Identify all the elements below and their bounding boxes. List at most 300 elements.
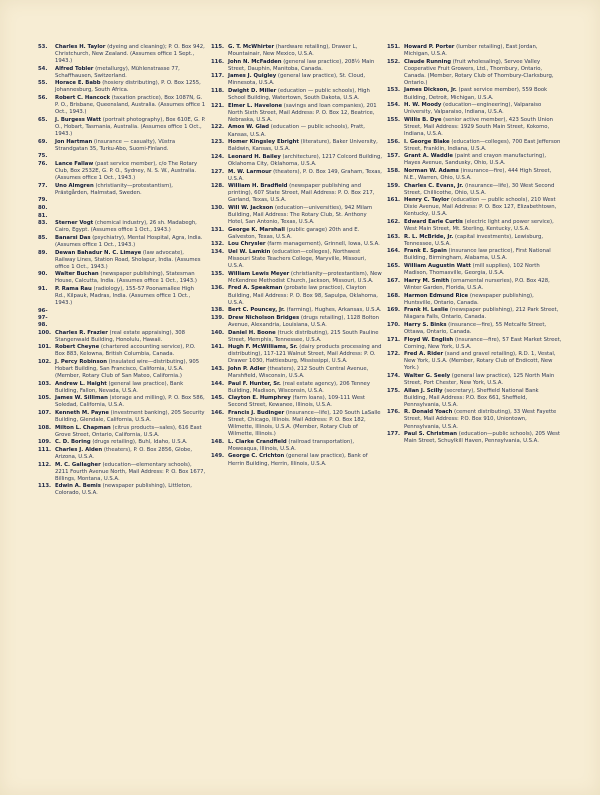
entry-number: 165.: [387, 263, 401, 270]
entry-description: (insulated wire—distributing), 905 Hobart Building, San Francisco, California, U.S.A. (Member, Rotary Club of San Mateo, California.): [55, 358, 200, 379]
directory-entry: [211, 453, 383, 467]
entry-number: 65.: [38, 116, 48, 123]
entry-number: 153.: [387, 87, 401, 94]
entry-number: 128.: [211, 183, 225, 190]
directory-entry: [387, 168, 562, 182]
entry-body: [404, 373, 562, 387]
directory-entry: [387, 431, 562, 445]
directory-entry: [387, 102, 562, 116]
entry-description: (fruit wholesaling), Servee Valley Cooperative Fruit Growers, Ltd., Thornbury, Ontario, Canada. (Member, Rotary Club of Thornbury-Clarksburg, Ontario.): [404, 58, 554, 86]
entry-name: Henry C. Taylor: [404, 197, 450, 204]
entry-description: (insurance—fire), 57 East Market Street, Corning, New York, U.S.A.: [404, 336, 562, 350]
entry-body: [404, 219, 562, 233]
entry-description: (christianity—protestantism), Prästgården, Halmstad, Sweden.: [55, 182, 173, 196]
entry-name: Kenneth M. Payne: [55, 410, 109, 416]
entry-number: 169.: [387, 307, 401, 314]
directory-entry: [387, 44, 562, 58]
entry-number: 131.: [211, 226, 225, 233]
entry-description: (dairy products processing and distributing), 117-121 Walnut Street, Mail Address: P. O. Drawer 1030, Hattiesburg, Mississippi, U.S.A.: [228, 344, 382, 365]
entry-description: (paint and crayon manufacturing), Hayes Avenue, Sandusky, Ohio, U.S.A.: [404, 153, 547, 167]
entry-name: Robert C. Hancock: [55, 95, 111, 102]
entry-body: [228, 205, 383, 226]
entry-body: [404, 59, 562, 87]
entry-number: 100.: [38, 329, 52, 336]
entry-description: (general law practice), Bank of Herrin Building, Herrin, Illinois, U.S.A.: [228, 453, 368, 467]
entry-description: (general law practice), 208½ Main Street, Dauphin, Manitoba, Canada.: [228, 58, 375, 72]
entry-number: 132.: [211, 241, 225, 248]
directory-entry: [387, 117, 562, 138]
directory-entry: [38, 205, 206, 212]
entry-number: 113.: [38, 483, 52, 490]
entry-body: [55, 381, 206, 395]
entry-number: 105.: [38, 395, 52, 402]
entry-description: (law advocate), Railway Lines, Station Road, Sholapur, India. (Assumes office 1 Oct., 1943.): [55, 249, 201, 270]
entry-description: (insurance — casualty), Vüstra Strandgatan 35, Turku-Abo, Suomi-Finland.: [55, 138, 176, 152]
entry-number: 56.: [38, 95, 48, 102]
entry-name: John N. McFadden: [228, 58, 282, 65]
entry-name: H. W. Moody: [404, 102, 442, 109]
entry-name: Jon Hartman: [55, 138, 93, 145]
entry-description: (past service member), c/o The Rotary Club, Box 2532E, G. P. O., Sydney, N. S. W., Australia. (Assumes office 1 Oct., 1943.): [55, 160, 198, 181]
entry-name: R. L. McBride, Jr.: [404, 233, 454, 240]
entry-body: [228, 453, 383, 467]
entry-description: (citrus products—sales), 616 East Grove Street, Ontario, California, U.S.A.: [55, 424, 202, 438]
directory-entry: [387, 337, 562, 351]
directory-entry: [387, 153, 562, 167]
entry-name: Howard P. Porter: [404, 44, 455, 50]
entry-name: Horace E. Babb: [55, 80, 101, 87]
entry-name: Daniel H. Boone: [228, 329, 276, 336]
entry-number: 159.: [387, 182, 401, 189]
entry-number: 101.: [38, 344, 52, 351]
entry-description: (psychiatry), Mental Hospital, Agra, India. (Assumes office 1 Oct., 1943.): [55, 234, 203, 248]
entry-body: [55, 183, 206, 197]
entry-number: 123.: [211, 139, 225, 146]
entry-body: [228, 285, 383, 306]
entry-description: (literature), Baker University, Baldwin, Kansas, U.S.A.: [228, 139, 378, 153]
directory-entry: [38, 153, 206, 160]
entry-name: Alfred Tobler: [55, 65, 94, 72]
entry-name: R. Donald Yoach: [404, 409, 453, 416]
entry-name: Drew Nicholson Bridges: [228, 314, 300, 321]
entry-body: [228, 271, 383, 285]
entry-description: (railroad transportation), Moweaqua, Illinois, U.S.A.: [228, 438, 355, 452]
entry-description: (drugs retailing), 1128 Bolton Avenue, Alexandria, Louisiana, U.S.A.: [228, 314, 380, 328]
directory-entry: [211, 183, 383, 204]
directory-entry: [387, 307, 562, 321]
directory-entry: [387, 263, 562, 277]
entry-description: (electric light and power service), West Main Street, Mt. Sterling, Kentucky, U.S.A.: [404, 219, 554, 233]
entry-number: 118.: [211, 88, 225, 95]
entry-name: Amos W. Glad: [228, 124, 270, 131]
entry-body: [228, 124, 383, 138]
entry-body: [404, 44, 562, 58]
entry-description: (newspaper publishing and printing), 607 State Street, Mail Address: P. O. Box 217, Garland, Texas, U.S.A.: [228, 183, 375, 204]
entry-description: (insurance—life), 120 South LaSalle Street, Chicago, Illinois. Mail Address: P. O. Box 182, Wilmette, Illinois, U.S.A. (Member, Rotary Club of Wilmette, Illinois.): [228, 410, 381, 438]
entry-description: (education—public schools), 205 West Main Street, Schuylkill Haven, Pennsylvania, U.S.A.: [404, 431, 561, 445]
entry-name: Uno Almgren: [55, 182, 94, 189]
entry-number: 140.: [211, 329, 225, 336]
entry-number: 177.: [387, 431, 401, 438]
entry-description: (education — public schools), High School Building, Watertown, South Dakota, U.S.A.: [228, 88, 370, 102]
entry-description: (newspaper publishing), 212 Park Street, Niagara Falls, Ontario, Canada.: [404, 307, 559, 321]
entry-body: [228, 330, 383, 344]
entry-number: 136.: [211, 285, 225, 292]
directory-entry: [211, 249, 383, 270]
entry-name: Frank E. Spain: [404, 248, 447, 255]
entry-description: (insurance—fire), 55 Metcalfe Street, Ottawa, Ontario, Canada.: [404, 321, 547, 335]
entry-body: [404, 168, 562, 182]
entry-number: 154.: [387, 102, 401, 109]
entry-name: Willis B. Dye: [404, 116, 442, 123]
entry-name: Harry S. Binks: [404, 321, 447, 328]
entry-name: Frank H. Leslie: [404, 307, 449, 314]
entry-body: [404, 234, 562, 248]
entry-description: (theaters), P. O. Box 2856, Globe, Arizona, U.S.A.: [55, 447, 193, 461]
entry-name: J. Burgess Watt: [55, 116, 102, 123]
entry-number: 103.: [38, 380, 52, 387]
directory-entry: [38, 66, 206, 80]
entry-description: (public garage) 20th and E. Galveston, Texas, U.S.A.: [228, 226, 360, 240]
entry-name: J. Percy Robinson: [55, 358, 108, 365]
directory-entry: [387, 59, 562, 87]
entry-number: 124.: [211, 153, 225, 160]
directory-entry: [211, 439, 383, 453]
entry-body: [404, 293, 562, 307]
entry-body: [228, 139, 383, 153]
entry-description: (capital investments), Lewisburg, Tennessee, U.S.A.: [404, 233, 544, 247]
entry-description: (education—universities), 942 Milam Building, Mail Address: The Rotary Club, St. Anthony Hotel, San Antonio, Texas, U.S.A.: [228, 204, 373, 226]
entry-name: P. Rama Rau: [55, 286, 92, 293]
entry-body: [228, 315, 383, 329]
entry-number: 69.: [38, 138, 48, 145]
entry-number: 127.: [211, 168, 225, 175]
directory-entry: [38, 308, 206, 329]
entry-number: 91.: [38, 286, 48, 293]
entry-description: (storage and milling), P. O. Box 586, Soledad, California, U.S.A.: [55, 395, 205, 409]
entry-body: [404, 183, 562, 197]
entry-body: [55, 66, 206, 80]
entry-description: (savings and loan companies), 201 North Sixth Street, Mail Address: P. O. Box 12, Beatrice, Nebraska, U.S.A.: [228, 102, 377, 123]
entry-number: 116.: [211, 58, 225, 65]
entry-description: (education — public schools), 210 West Dixie Avenue, Mail Address: P. O. Box 127, Elizabethtown, Kentucky, U.S.A.: [404, 197, 557, 218]
entry-description: (secretary), Sheffield National Bank Building, Mail Address: P.O. Box 661, Sheffield, Pennsylvania, U.S.A.: [404, 387, 539, 408]
directory-entry: [211, 381, 383, 395]
entry-body: [228, 249, 383, 270]
entry-name: Grant A. Waddle: [404, 153, 453, 160]
entry-name: Harmon Edmund Rice: [404, 292, 469, 299]
directory-entry: [211, 124, 383, 138]
entry-name: M. C. Gallagher: [55, 461, 101, 468]
entry-number: 107.: [38, 410, 52, 416]
entry-number: 77.: [38, 182, 48, 189]
entry-body: [404, 263, 562, 277]
directory-entry: [38, 139, 206, 153]
entry-body: [404, 307, 562, 321]
entry-number: 157.: [387, 153, 401, 160]
entry-body: [55, 44, 206, 65]
entry-body: [228, 88, 383, 102]
entry-number: 175.: [387, 387, 401, 394]
entry-number: 79.: [38, 197, 48, 204]
entry-name: William Augustin Watt: [404, 263, 471, 270]
entry-body: [228, 344, 383, 365]
entry-body: [228, 439, 383, 453]
entry-body: [404, 153, 562, 167]
entry-description: (general law practice), 125 North Main Street, Port Chester, New York, U.S.A.: [404, 372, 555, 387]
entry-body: [404, 278, 562, 292]
entry-description: (hardware retailing), Drawer L, Mountainair, New Mexico, U.S.A.: [228, 44, 358, 58]
entry-body: [404, 139, 562, 153]
column-1: [38, 44, 206, 498]
entry-description: (ornamental nurseries), P.O. Box 428, Winter Garden, Florida, U.S.A.: [404, 277, 550, 291]
entry-number: 167.: [387, 277, 401, 284]
directory-entry: [38, 44, 206, 65]
directory-entry: [38, 213, 206, 220]
directory-entry: [38, 286, 206, 307]
entry-number: 141.: [211, 344, 225, 351]
entry-name: Milton L. Chapman: [55, 424, 111, 431]
entry-number: 172.: [387, 351, 401, 358]
entry-body: [55, 439, 206, 446]
entry-number: 80.: [38, 204, 48, 211]
entry-number: 108.: [38, 424, 52, 431]
entry-number: 122.: [211, 124, 225, 131]
entry-body: [55, 330, 206, 344]
entry-number: 121.: [211, 102, 225, 109]
entry-number: 75.: [38, 153, 48, 160]
entry-description: (education — public schools), Pratt, Kansas, U.S.A.: [228, 124, 365, 138]
directory-entry: [211, 154, 383, 168]
entry-description: (newspaper publishing), Statesman House, Calcutta, India. (Assumes office 1 Oct., 1943.): [55, 271, 197, 285]
entry-description: (drugs retailing), Buhl, Idaho, U.S.A.: [90, 439, 188, 446]
directory-entry: [387, 388, 562, 409]
entry-body: [55, 271, 206, 285]
entry-description: (taxation practice), Box 1087N, G. P. O., Brisbane, Queensland, Australia. (Assumes office 1 Oct., 1943.): [55, 95, 206, 116]
entry-number: 138.: [211, 307, 225, 314]
entry-description: (insurance—life), 30 West Second Street, Chillicothe, Ohio, U.S.A.: [404, 182, 555, 196]
entry-name: James J. Quigley: [228, 73, 277, 80]
entry-name: George K. Marshall: [228, 226, 285, 233]
directory-entry: [211, 227, 383, 241]
entry-body: [55, 80, 206, 94]
entry-body: [404, 388, 562, 409]
entry-name: Elmer L. Havelone: [228, 102, 283, 109]
directory-entry: [38, 395, 206, 409]
entry-description: (senior active member), 423 South Union Street, Mail Address: 1929 South Main Street, Kokomo, Indiana, U.S.A.: [404, 116, 553, 137]
entry-description: (probate law practice), Clayton Building, Mail Address: P. O. Box 98, Sapulpa, Oklahoma, U.S.A.: [228, 285, 378, 306]
directory-entry: [387, 373, 562, 387]
entry-name: C. D. Boring: [55, 439, 91, 446]
entry-description: (architecture), 1217 Colcord Building, Oklahoma City, Oklahoma, U.S.A.: [228, 153, 383, 167]
directory-entry: [387, 183, 562, 197]
entry-name: Harry M. Smith: [404, 277, 450, 284]
entry-name: Floyd W. English: [404, 336, 454, 343]
entry-description: (truck distributing), 215 South Pauline Street, Memphis, Tennessee, U.S.A.: [228, 329, 379, 343]
entry-description: (mill supplies), 102 North Madison, Thomasville, Georgia, U.S.A.: [404, 263, 540, 277]
entry-description: (past service member), 559 Book Building, Detroit, Michigan, U.S.A.: [404, 87, 548, 101]
entry-number: 111.: [38, 447, 52, 454]
entry-body: [55, 395, 206, 409]
directory-entry: [38, 381, 206, 395]
directory-entry: [211, 59, 383, 73]
entry-body: [404, 431, 562, 445]
entry-description: (education—elementary schools), 2211 Fourth Avenue North, Mail Address: P. O. Box 1677, Billings, Montana, U.S.A.: [55, 461, 206, 482]
entry-number: 53.: [38, 44, 48, 50]
directory-entry: [387, 234, 562, 248]
entry-description: (farm management), Grinnell, Iowa, U.S.A.: [265, 241, 380, 248]
entry-number: 152.: [387, 58, 401, 65]
entry-description: (education—engineering), Valparaiso University, Valparaiso, Indiana, U.S.A.: [404, 102, 542, 116]
directory-entry: [211, 73, 383, 87]
entry-number: 174.: [387, 372, 401, 379]
entry-name: Sterner Vogt: [55, 220, 94, 227]
entry-number: 55.: [38, 80, 48, 87]
entry-number: 176.: [387, 409, 401, 416]
entry-name: Fred A. Speakman: [228, 285, 283, 292]
entry-name: James Dickson, Jr.: [404, 87, 457, 94]
directory-entry: [211, 169, 383, 183]
directory-entry: [211, 205, 383, 226]
entry-number: 146.: [211, 410, 225, 416]
entry-number: 149.: [211, 453, 225, 460]
directory-entry: [211, 307, 383, 314]
entry-name: Banarsi Das: [55, 234, 91, 241]
entry-description: (sand and gravel retailing), R.D. 1, Vestal, New York, U.S.A. (Member, Rotary Club of Endicott, New York.): [404, 351, 556, 372]
entry-number: 54.: [38, 65, 48, 72]
entry-name: Fred A. Rider: [404, 351, 444, 358]
directory-entry: [211, 366, 383, 380]
entry-name: Clayton E. Humphrey: [228, 395, 291, 402]
directory-entry: [38, 330, 206, 344]
entry-description: (insurance law practice), First National Building, Birmingham, Alabama, U.S.A.: [404, 248, 551, 262]
entry-name: Lou Chrysler: [228, 241, 266, 248]
directory-entry: [211, 344, 383, 365]
entry-body: [404, 197, 562, 218]
entry-description: (cement distributing), 33 West Fayette Street, Mail Address: P.O. Box 910, Uniontown, Pennsylvania, U.S.A.: [404, 409, 557, 430]
entry-name: James W. Silliman: [55, 395, 108, 402]
entry-name: Will W. Jackson: [228, 204, 274, 211]
entry-body: [228, 59, 383, 73]
directory-entry: [211, 103, 383, 124]
entry-number: 109.: [38, 439, 52, 446]
entry-body: [404, 117, 562, 138]
entry-name: I. George Blake: [404, 138, 450, 145]
entry-description: (general law practice), Bank Building, Fallon, Nevada, U.S.A.: [55, 380, 184, 394]
entry-description: (dyeing and cleaning); P. O. Box 942, Christchurch, New Zealand. (Assumes office 1 Sept., 1943.): [55, 44, 205, 65]
directory-entry: [211, 330, 383, 344]
entry-number: 164.: [387, 248, 401, 255]
entry-number: 155.: [387, 116, 401, 123]
entry-description: (education—colleges), Northwest Missouri State Teachers College, Maryville, Missouri, U.S.A.: [228, 249, 367, 270]
entry-name: John P. Adler: [228, 365, 266, 372]
directory-entry: [211, 44, 383, 58]
directory-entry: [38, 161, 206, 182]
entry-number: 161.: [387, 197, 401, 204]
directory-entry: [38, 425, 206, 439]
entry-name: Andrew L. Haight: [55, 380, 107, 387]
directory-entry: [38, 235, 206, 249]
entry-body: [228, 307, 383, 314]
entry-description: (education—colleges), 700 East Jefferson Street, Franklin, Indiana, U.S.A.: [404, 138, 561, 152]
entry-name: William Lewis Meyer: [228, 270, 290, 277]
entry-name: Leonard H. Bailey: [228, 153, 281, 160]
entry-number: 117.: [211, 73, 225, 80]
entry-body: [228, 395, 383, 409]
entry-number: 171.: [387, 336, 401, 343]
entry-body: [228, 103, 383, 124]
entry-body: [55, 95, 206, 116]
entry-name: Paul F. Hunter, Sr.: [228, 380, 281, 387]
entry-body: [404, 351, 562, 372]
entry-body: [404, 409, 562, 430]
entry-description: (radiology), 155-57 Poonamallee High Rd., Kilpauk, Madras, India. (Assumes office 1 Oct., 1943.): [55, 286, 194, 307]
directory-entry: [211, 395, 383, 409]
entry-description: (portrait photography), Box 610E, G. P. O., Hobart, Tasmania, Australia. (Assumes office 1 Oct., 1943.): [55, 116, 206, 137]
entry-name: Dwight D. Miller: [228, 88, 277, 95]
entry-name: Dewan Bahadur N. C. Limaye: [55, 249, 142, 256]
entry-number: 85.: [38, 234, 48, 241]
entry-body: [55, 425, 206, 439]
directory-entry: [38, 410, 206, 424]
entry-number: 96-97-98.: [38, 307, 48, 328]
entry-number: 81.: [38, 212, 48, 219]
entry-number: 148.: [211, 438, 225, 445]
entry-name: Uel W. Lamkin: [228, 249, 271, 256]
column-2: [211, 44, 383, 468]
entry-name: Robert Cheyne: [55, 344, 100, 351]
entry-body: [404, 248, 562, 262]
directory-entry: [211, 271, 383, 285]
entry-name: Homer Kingsley Ebright: [228, 139, 299, 146]
entry-name: Lance Fallaw: [55, 160, 94, 167]
directory-entry: [387, 293, 562, 307]
directory-entry: [211, 285, 383, 306]
entry-number: 151.: [387, 44, 401, 50]
entry-name: Walter Buchan: [55, 271, 99, 278]
entry-description: (hosiery distributing), P. O. Box 1255, Johannesburg, South Africa.: [55, 80, 201, 94]
entry-name: Charles J. Alden: [55, 447, 103, 454]
entry-body: [55, 447, 206, 461]
entry-number: 134.: [211, 249, 225, 256]
entry-description: (lumber retailing), East Jordan, Michigan, U.S.A.: [404, 44, 538, 58]
entry-body: [55, 462, 206, 483]
entry-body: [228, 366, 383, 380]
directory-entry: [211, 315, 383, 329]
directory-entry: [38, 359, 206, 380]
entry-body: [228, 154, 383, 168]
entry-name: Edward Earle Curtis: [404, 219, 463, 226]
directory-entry: [387, 278, 562, 292]
entry-number: 168.: [387, 292, 401, 299]
entry-body: [55, 161, 206, 182]
entry-description: (general law practice), St. Cloud, Minnesota, U.S.A.: [228, 73, 366, 87]
entry-name: Claude Running: [404, 58, 452, 65]
entry-number: 102.: [38, 358, 52, 365]
directory-entry: [38, 483, 206, 497]
entry-description: (farming), Hughes, Arkansas, U.S.A.: [284, 307, 382, 314]
directory-entry: [211, 410, 383, 438]
entry-description: (investment banking), 205 Security Building, Glendale, California, U.S.A.: [55, 410, 205, 424]
entry-name: M. W. Larmour: [228, 168, 272, 175]
entry-number: 163.: [387, 233, 401, 240]
directory-entry: [38, 117, 206, 138]
directory-entry: [211, 139, 383, 153]
directory-entry: [211, 88, 383, 102]
entry-description: (newspaper publishing), Littleton, Colorado, U.S.A.: [55, 483, 192, 497]
entry-name: Hugh F. McWilliams, Sr.: [228, 344, 298, 351]
directory-entry: [387, 139, 562, 153]
